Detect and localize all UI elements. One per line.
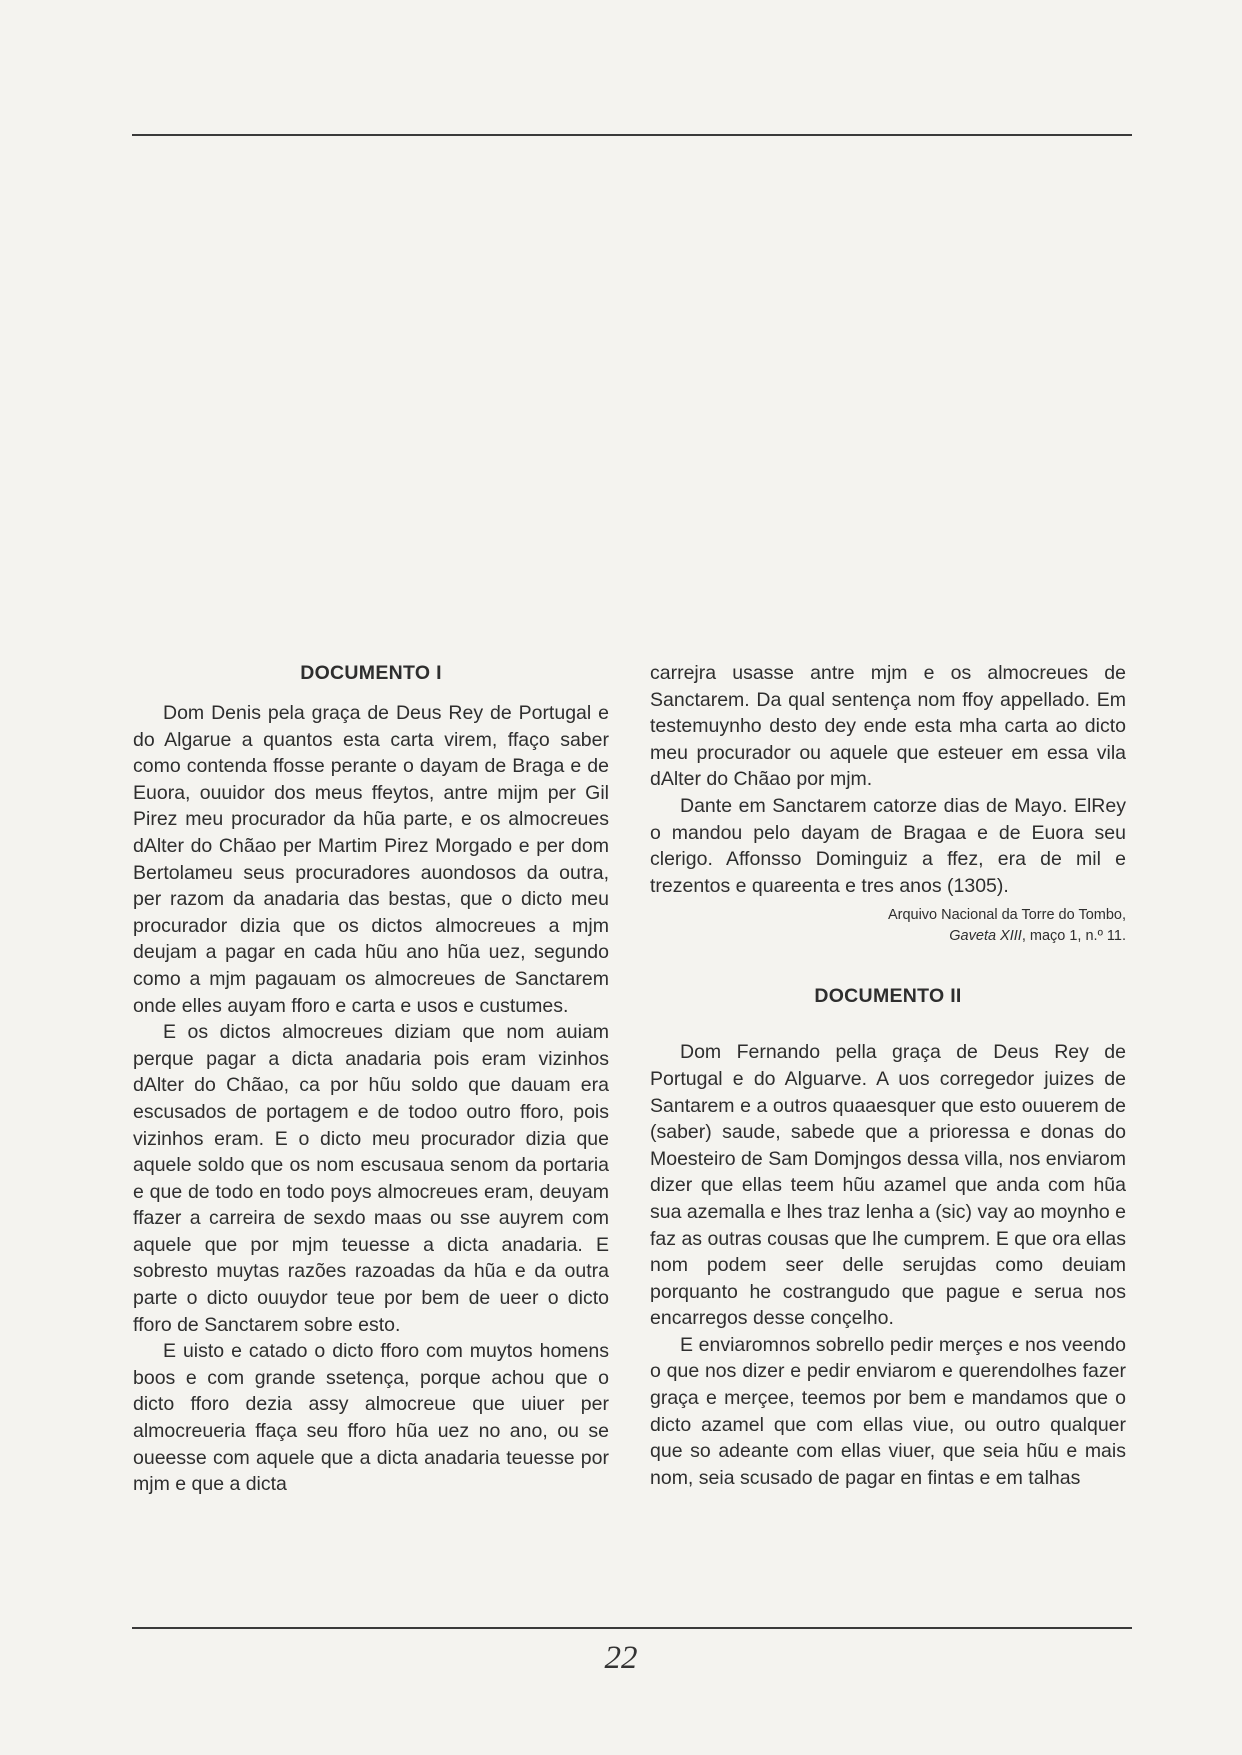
doc1-paragraph-2: E os dictos almocreues diziam que nom auiam perque pagar a dicta anadaria pois eram vizinhos dAlter do Chãao, ca por hũu soldo que dauam era escusados de portagem e de todoo outro fforo, pois vizinhos eram. E o dicto meu procurador dizia que aquele soldo que os nom escusaua senom da portaria e que de todo en todo poys almocreues eram, deuyam ffazer a carreira de sexdo maas ou sse auyrem com aquele que por mjm teuesse a dicta anadaria. E sobresto muytas razões razoadas da hũa e da outra parte o dicto ouuydor teue por bem de ueer o dicto fforo de Sanctarem sobre esto. <box>133 1021 609 1336</box>
document-1-heading: DOCUMENTO I <box>300 662 442 684</box>
page-number: 22 <box>604 1640 638 1676</box>
doc1-paragraph-3: E uisto e catado o dicto fforo com muytos homens boos e com grande ssetença, porque achou que o dicto fforo dezia assy almocreue que uiuer per almocreueria ffaça seu fforo hũa uez no ano, ou se oueesse com aquele que a dicta anadaria teuesse por mjm e que a dicta <box>133 1340 609 1496</box>
bottom-rule <box>132 1627 1132 1629</box>
source-archive: Arquivo Nacional da Torre do Tombo, <box>887 907 1126 924</box>
right-column <box>650 660 1126 1491</box>
document-2-heading: DOCUMENTO II <box>814 985 962 1008</box>
doc2-paragraph-1: Dom Fernando pella graça de Deus Rey de Portugal e do Alguarve. A uos corregedor juizes de Santarem e a outros quaaesquer que esto ouuerem de (saber) saude, sabede que a prioressa e donas do Moesteiro de Sam Domjngos dessa villa, nos enviarom dizer que ellas teem hũu azamel que anda com hũa sua azemalla e lhes traz lenha a (sic) vay ao moynho e faz as outras cousas que lhe cumprem. E que ora ellas nom podem seer delle serujdas como deuiam porquanto he costrangudo que pague e serua nos encarregos desse conçelho. <box>650 1041 1126 1330</box>
doc1-paragraph-4: Dante em Sanctarem catorze dias de Mayo. ElRey o mandou pelo dayam de Bragaa e de Euora seu clerigo. Affonsso Dominguiz a ffez, era de mil e trezentos e quareenta e tres anos (1305). <box>650 794 1126 897</box>
source-reference: Gaveta XIII, maço 1, n.º 11. <box>949 928 1126 945</box>
document-1-source <box>650 905 1126 947</box>
left-column <box>133 660 609 1498</box>
doc2-paragraph-2: E enviaromnos sobrello pedir merçes e nos veendo o que nos dizer e pedir enviarom e querendolhes fazer graça e merçee, teemos por bem e mandamos que o dicto azamel que com ellas viue, ou outro qualquer que so adeante com ellas viuer, que seia hũu e mais nom, seia scusado de pagar en fintas e em talhas <box>650 1333 1126 1489</box>
doc1-paragraph-1: Dom Denis pela graça de Deus Rey de Portugal e do Algarue a quantos esta carta virem, ffaço saber como contenda ffosse perante o dayam de Braga e de Euora, ouuidor dos meus ffeytos, antre mijm per Gil Pirez meu procurador da hũa parte, e os almocreues dAlter do Chãao per Martim Pirez Morgado e per dom Bertolameu seus procuradores auondosos da outra, per razom da anadaria das bestas, que o dicto meu procurador dizia que os dictos almocreues a mjm deujam a pagar en cada hũu ano hũa uez, segundo como a mjm pagauam os almocreues de Sanctarem onde elles auyam fforo e carta e usos e custumes. <box>133 702 609 1017</box>
top-rule <box>132 134 1132 136</box>
doc1-paragraph-3-continued: carrejra usasse antre mjm e os almocreues de Sanctarem. Da qual sentença nom ffoy appellado. Em testemuynho desto dey ende esta mha carta ao dicto meu procurador ou aquele que esteuer em essa vila dAlter do Chãao por mjm. <box>650 662 1126 791</box>
